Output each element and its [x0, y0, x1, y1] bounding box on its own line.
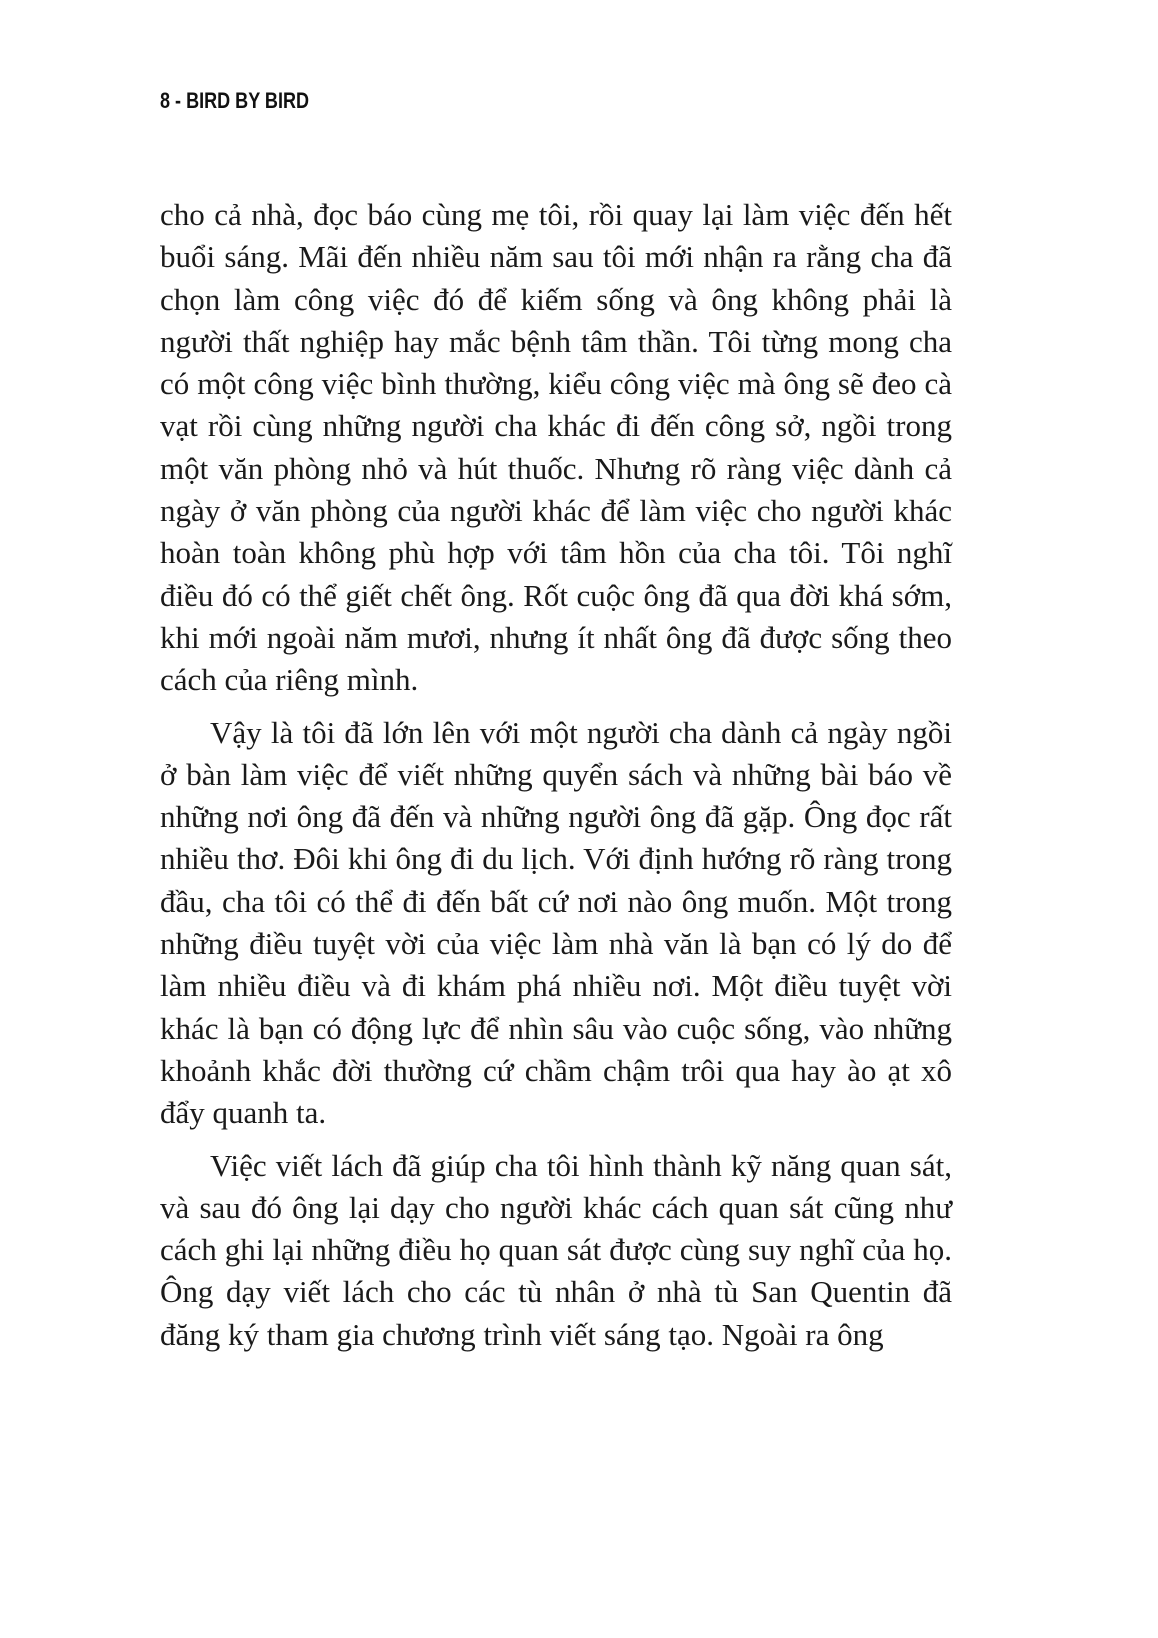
paragraph-continuation: cho cả nhà, đọc báo cùng mẹ tôi, rồi quay lại làm việc đến hết buổi sáng. Mãi đến nhiều năm sau tôi mới nhận ra rằng cha đã chọn làm công việc đó để kiếm sống và ông không phải là người thất nghiệp hay mắc bệnh tâm thần. Tôi từng mong cha có một công việc bình thường, kiểu công việc mà ông sẽ đeo cà vạt rồi cùng những người cha khác đi đến công sở, ngồi trong một văn phòng nhỏ và hút thuốc. Nhưng rõ ràng việc dành cả ngày ở văn phòng của người khác để làm việc cho người khác hoàn toàn không phù hợp với tâm hồn của cha tôi. Tôi nghĩ điều đó có thể giết chết ông. Rốt cuộc ông đã qua đời khá sớm, khi mới ngoài năm mươi, nhưng ít nhất ông đã được sống theo cách của riêng mình. — [160, 197, 952, 698]
running-header: 8 - BIRD BY BIRD — [160, 88, 310, 113]
paragraph: Việc viết lách đã giúp cha tôi hình thành kỹ năng quan sát, và sau đó ông lại dạy cho người khác cách quan sát cũng như cách ghi lại những điều họ quan sát được cùng suy nghĩ của họ. Ông dạy viết lách cho các tù nhân ở nhà tù San Quentin đã đăng ký tham gia chương trình viết sáng tạo. Ngoài ra ông — [160, 1147, 952, 1352]
body-text — [160, 194, 952, 1356]
paragraph: Vậy là tôi đã lớn lên với một người cha dành cả ngày ngồi ở bàn làm việc để viết những quyển sách và những bài báo về những nơi ông đã đến và những người ông đã gặp. Ông đọc rất nhiều thơ. Đôi khi ông đi du lịch. Với định hướng rõ ràng trong đầu, cha tôi có thể đi đến bất cứ nơi nào ông muốn. Một trong những điều tuyệt vời của việc làm nhà văn là bạn có lý do để làm nhiều điều và đi khám phá nhiều nơi. Một điều tuyệt vời khác là bạn có động lực để nhìn sâu vào cuộc sống, vào những khoảnh khắc đời thường cứ chầm chậm trôi qua hay ào ạt xô đẩy quanh ta. — [160, 714, 952, 1131]
